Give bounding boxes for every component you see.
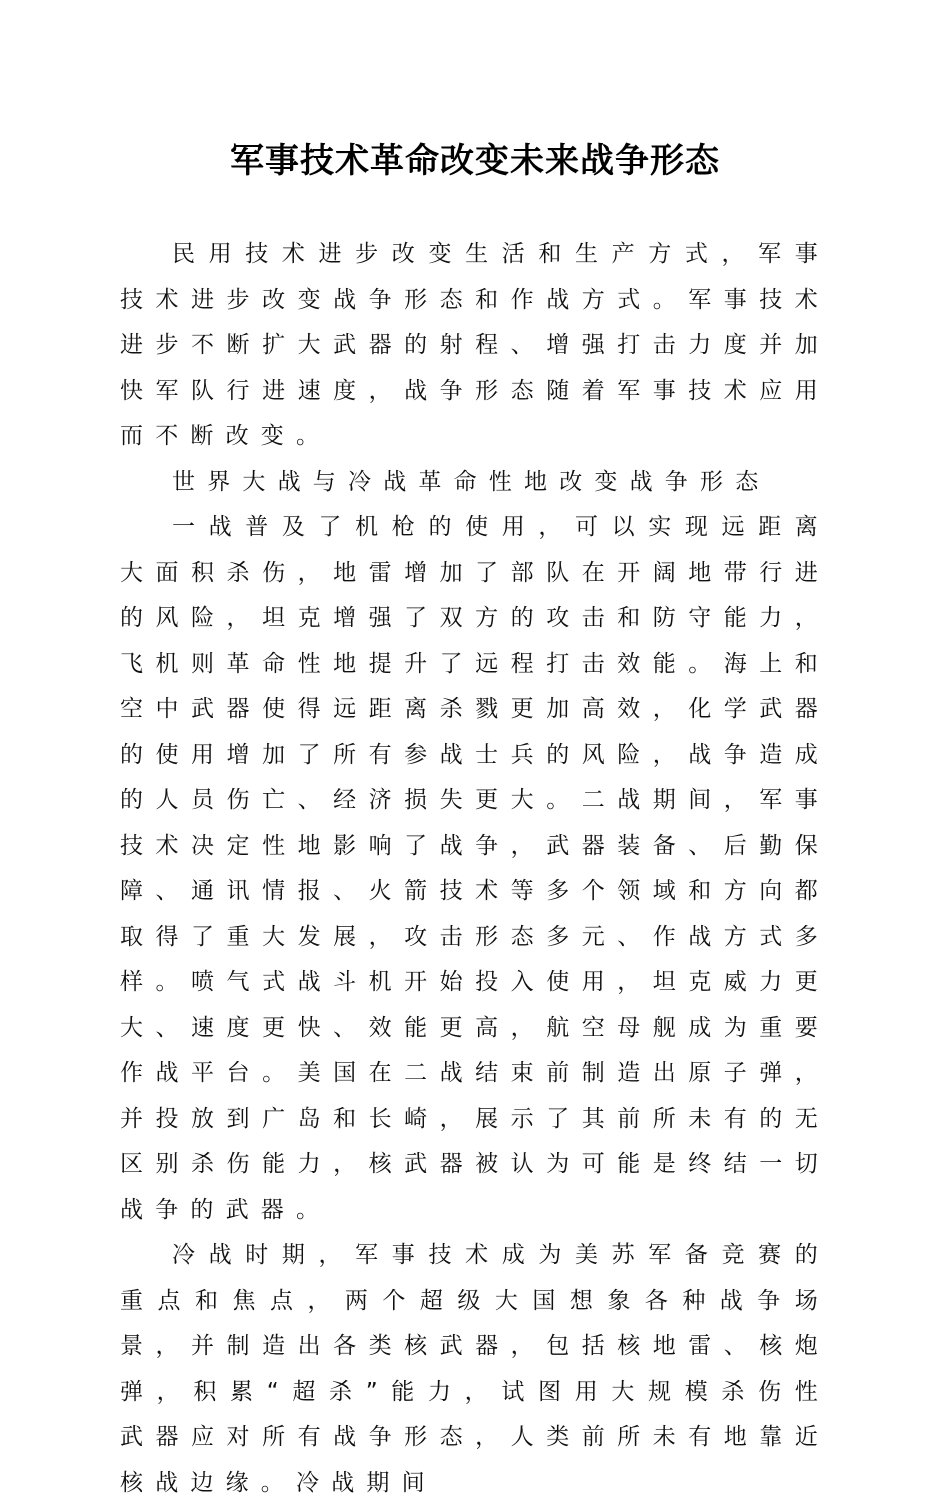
paragraph-intro: 民用技术进步改变生活和生产方式，军事技术进步改变战争形态和作战方式。军事技术进步不断扩大武器的射程、增强打击力度并加快军队行进速度，战争形态随着军事技术应用而不断改变。 <box>120 241 830 449</box>
document-title: 军事技术革命改变未来战争形态 <box>230 141 720 181</box>
section-heading: 世界大战与冷战革命性地改变战争形态 <box>172 468 771 495</box>
paragraph-cold-war: 冷战时期，军事技术成为美苏军备竞赛的重点和焦点，两个超级大国想象各种战争场景，并制造出各类核武器，包括核地雷、核炮弹，积累“超杀”能力，试图用大规模杀伤性武器应对所有战争形态，人类前所未有地靠近核战边缘。冷战期间 <box>120 1242 830 1496</box>
document-body <box>120 232 830 1506</box>
paragraph-world-wars: 一战普及了机枪的使用，可以实现远距离大面积杀伤，地雷增加了部队在开阔地带行进的风险，坦克增强了双方的攻击和防守能力，飞机则革命性地提升了远程打击效能。海上和空中武器使得远距离杀戮更加高效，化学武器的使用增加了所有参战士兵的风险，战争造成的人员伤亡、经济损失更大。二战期间，军事技术决定性地影响了战争，武器装备、后勤保障、通讯情报、火箭技术等多个领域和方向都取得了重大发展，攻击形态多元、作战方式多样。喷气式战斗机开始投入使用，坦克威力更大、速度更快、效能更高，航空母舰成为重要作战平台。美国在二战结束前制造出原子弹，并投放到广岛和长崎，展示了其前所未有的无区别杀伤能力，核武器被认为可能是终结一切战争的武器。 <box>120 514 830 1223</box>
